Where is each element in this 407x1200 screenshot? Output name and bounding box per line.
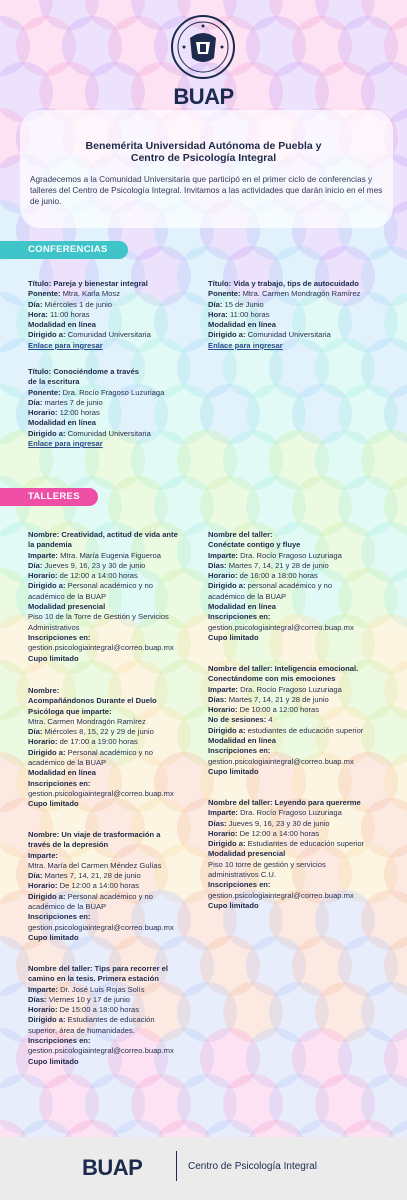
event-line	[28, 789, 200, 799]
event-line	[208, 530, 388, 540]
event-value: Mtra. María Eugenia Figueroa	[60, 550, 161, 560]
event-line	[208, 839, 388, 849]
event-label: Día:	[208, 299, 225, 309]
event-value: Martes 7, 14, 21, 28 de junio	[44, 871, 141, 881]
event-label: la pandemia	[28, 540, 72, 550]
event-label: Dirigido a:	[28, 1015, 68, 1025]
taller-item	[28, 686, 200, 810]
event-line	[28, 310, 200, 320]
event-value: De 12:00 a 14:00 horas	[239, 828, 320, 838]
event-line	[28, 933, 200, 943]
event-line	[28, 1046, 200, 1056]
event-line	[28, 633, 200, 643]
event-value: Mtra. Carmen Mondragón Ramírez	[28, 716, 146, 726]
event-label: Nombre:	[28, 686, 60, 695]
event-value: superior, área de humanidades.	[28, 1025, 135, 1035]
event-label: Días:	[208, 560, 229, 570]
event-label: Modalidad en línea	[28, 418, 96, 428]
event-label: Dirigido a:	[208, 581, 248, 591]
event-label: Días:	[28, 994, 49, 1004]
event-value: Mtra. Karla Mosz	[62, 289, 120, 299]
event-label: Hora:	[28, 309, 50, 319]
event-label: No de sesiones:	[208, 715, 269, 725]
event-line	[28, 768, 200, 778]
event-label: Dirigido a:	[28, 747, 68, 757]
event-line	[28, 964, 200, 974]
event-line	[28, 974, 200, 984]
event-value: De 12:00 a 14:00 horas	[59, 881, 140, 891]
event-value: Viernes 10 y 17 de junio	[48, 994, 131, 1004]
event-line	[28, 540, 200, 550]
event-label: Modalidad presencial	[208, 849, 286, 859]
taller-item	[28, 830, 200, 943]
event-line	[28, 881, 200, 891]
event-line	[208, 300, 388, 310]
footer	[0, 1137, 407, 1200]
event-label: Nombre:	[28, 530, 62, 539]
event-value: de 16:00 a 18:00 horas	[239, 571, 318, 581]
event-value: personal académico y no	[247, 581, 333, 591]
event-line	[28, 388, 200, 398]
event-line	[28, 592, 200, 602]
event-line	[28, 367, 200, 377]
event-value: Piso 10 de la Torre de Gestión y Servicios	[28, 612, 169, 622]
event-value: de 12:00 a 14:00 horas	[59, 571, 138, 581]
event-label: Título:	[208, 279, 234, 288]
event-label: Dirigido a:	[28, 330, 68, 340]
event-label: Cupo limitado	[28, 799, 79, 809]
event-line	[28, 654, 200, 664]
event-value: Jueves 9, 16, 23 y 30 de junio	[44, 560, 146, 570]
event-line	[28, 696, 200, 706]
event-label: Conectándome con mis emociones	[208, 674, 336, 684]
enlace-link[interactable]: Enlace para ingresar	[208, 340, 283, 350]
event-line	[28, 830, 200, 840]
event-label: de la escritura	[28, 377, 80, 387]
event-line	[208, 891, 388, 901]
event-label: Cupo limitado	[28, 1056, 79, 1066]
event-label: Día:	[28, 871, 45, 881]
event-label: Inscripciones en:	[208, 612, 271, 622]
event-value: Personal académico y no	[67, 747, 153, 757]
event-line	[28, 923, 200, 933]
event-label: Nombre del taller:	[28, 964, 95, 973]
event-label: Modalidad en línea	[28, 768, 96, 778]
taller-item	[208, 798, 388, 911]
event-value: Personal académico y no	[67, 581, 153, 591]
event-value: gestion.psicologiaintegral@correo.buap.mx	[28, 1046, 174, 1056]
event-line	[28, 612, 200, 622]
buap-logo: BUAP	[173, 84, 234, 109]
event-value: 11:00 horas	[49, 309, 90, 319]
event-line	[28, 602, 200, 612]
event-value: Administrativos	[28, 622, 80, 632]
event-value: Estudiantes de educación superior	[247, 839, 365, 849]
event-line	[208, 571, 388, 581]
event-line	[208, 705, 388, 715]
conferencia-item	[28, 279, 200, 351]
event-label: Nombre del taller:	[208, 664, 275, 673]
enlace-link[interactable]: Enlace para ingresar	[28, 340, 103, 350]
event-value: Conociéndome a través	[53, 367, 139, 376]
event-label: Dirigido a:	[208, 839, 248, 849]
event-line	[28, 686, 200, 696]
event-line	[28, 758, 200, 768]
event-value: académico de la BUAP	[28, 591, 107, 601]
event-line	[28, 717, 200, 727]
event-line	[208, 602, 388, 612]
event-line	[28, 377, 200, 387]
event-label: Imparte:	[28, 850, 58, 860]
taller-item	[208, 664, 388, 777]
event-line	[28, 320, 200, 330]
event-label: Modalidad en línea	[208, 320, 276, 330]
event-line	[208, 612, 388, 622]
event-value: Vida y trabajo, tips de autocuidado	[233, 279, 359, 288]
event-line	[28, 429, 200, 439]
event-label: Día:	[28, 727, 45, 737]
enlace-link[interactable]: Enlace para ingresar	[28, 439, 103, 449]
event-label: Nombre:	[28, 830, 62, 839]
event-line	[208, 808, 388, 818]
event-label: Modalidad en línea	[208, 602, 276, 612]
event-label: Horario:	[28, 881, 60, 891]
event-label: Imparte:	[28, 984, 61, 994]
title-line-1: Benemérita Universidad Autónoma de Puebla y	[85, 140, 322, 152]
footer-buap-logo: BUAP	[82, 1155, 143, 1180]
title-line-2: Centro de Psicología Integral	[130, 152, 277, 164]
event-label: Modalidad en línea	[28, 320, 96, 330]
event-line	[208, 767, 388, 777]
event-value: Martes 7, 14, 21 y 28 de junio	[228, 694, 329, 704]
event-line	[208, 715, 388, 725]
event-line	[28, 418, 200, 428]
footer-text: Centro de Psicología Integral	[188, 1161, 317, 1172]
event-label: camino en la tesis. Primera estación	[28, 974, 159, 984]
event-line	[28, 799, 200, 809]
event-label: Dirigido a:	[208, 330, 248, 340]
event-label: través de la depresión	[28, 840, 109, 850]
event-value: Piso 10 torre de gestión y servicios	[208, 859, 326, 869]
event-label: Acompañándonos Durante el Duelo	[28, 696, 157, 706]
taller-item	[28, 530, 200, 664]
event-value: gestion.psicologiaintegral@correo.buap.mx	[208, 890, 354, 900]
event-value: Miércoles 1 de junio	[44, 299, 113, 309]
event-line	[28, 1015, 200, 1025]
event-label: Dirigido a:	[28, 428, 68, 438]
event-line	[28, 1036, 200, 1046]
event-label: Título:	[28, 367, 54, 376]
event-value: Comunidad Universitaria	[67, 330, 151, 340]
event-value: 12:00 horas	[59, 408, 100, 418]
event-line	[28, 561, 200, 571]
event-line	[28, 571, 200, 581]
event-line	[208, 633, 388, 643]
event-value: Comunidad Universitaria	[247, 330, 331, 340]
event-value: de 17:00 a 19:00 horas	[59, 737, 138, 747]
event-label: Día:	[28, 299, 45, 309]
event-line	[28, 727, 200, 737]
event-line	[28, 289, 200, 299]
event-line	[208, 901, 388, 911]
event-label: Inscripciones en:	[28, 632, 91, 642]
event-label: Cupo limitado	[28, 653, 79, 663]
event-value: Mtra. María del Carmen Méndez Gulías	[28, 860, 162, 870]
event-line	[208, 561, 388, 571]
event-value: Inteligencia emocional.	[274, 664, 359, 673]
event-value: estudiantes de educación superior	[247, 725, 364, 735]
event-label: Imparte:	[208, 550, 241, 560]
event-value: Leyendo para quererme	[274, 798, 361, 807]
event-value: académico de la BUAP	[28, 902, 107, 912]
event-line	[28, 871, 200, 881]
event-label: Imparte:	[28, 550, 61, 560]
page-title	[20, 140, 387, 164]
event-line	[208, 819, 388, 829]
event-label: Modalidad en línea	[208, 736, 276, 746]
event-label: Dirigido a:	[208, 725, 248, 735]
event-line	[28, 551, 200, 561]
event-line	[28, 748, 200, 758]
event-value: Dra. Rocío Fragoso Luzuriaga	[240, 684, 342, 694]
event-label: Horario:	[28, 408, 60, 418]
event-line	[28, 985, 200, 995]
event-line	[28, 902, 200, 912]
taller-item	[208, 530, 388, 643]
event-value: Comunidad Universitaria	[67, 428, 151, 438]
event-line	[208, 746, 388, 756]
conferencia-item	[28, 367, 200, 449]
event-value: Dra. Rocío Fragoso Luzuriaga	[62, 387, 165, 397]
event-label: Dirigido a:	[28, 891, 68, 901]
event-label: Imparte:	[208, 808, 241, 818]
event-value: Estudiantes de educación	[67, 1015, 155, 1025]
event-line	[208, 757, 388, 767]
event-value: Mtra. Carmen Mondragón Ramírez	[242, 289, 361, 299]
event-line	[28, 643, 200, 653]
event-label: Días:	[208, 694, 229, 704]
event-line	[208, 330, 388, 340]
event-label: Horario:	[28, 1005, 60, 1015]
event-value: gestion.psicologiaintegral@correo.buap.mx	[28, 643, 174, 653]
event-value: De 15:00 a 18:00 horas	[59, 1005, 140, 1015]
event-line	[28, 530, 200, 540]
event-line	[208, 798, 388, 808]
event-line	[28, 581, 200, 591]
event-label: Inscripciones en:	[28, 1036, 91, 1046]
event-line	[208, 870, 388, 880]
event-line	[28, 861, 200, 871]
event-label: Ponente:	[28, 289, 63, 299]
event-label: Horario:	[208, 828, 240, 838]
event-line	[28, 1026, 200, 1036]
event-line	[208, 279, 388, 289]
event-label: Modalidad presencial	[28, 602, 106, 612]
event-label: Horario:	[28, 737, 60, 747]
event-label: Inscripciones en:	[208, 880, 271, 890]
footer-divider	[176, 1151, 177, 1181]
event-line	[208, 664, 388, 674]
section-talleres: TALLERES	[0, 488, 98, 506]
event-line	[208, 581, 388, 591]
event-value: Jueves 9, 16, 23 y 30 de junio	[228, 818, 330, 828]
event-label: Psicóloga que imparte:	[28, 706, 112, 716]
event-label: Nombre del taller:	[208, 530, 273, 539]
event-line	[28, 995, 200, 1005]
event-line	[208, 829, 388, 839]
taller-item	[28, 964, 200, 1067]
event-line	[28, 300, 200, 310]
event-line	[208, 289, 388, 299]
event-line	[208, 592, 388, 602]
event-label: Cupo limitado	[208, 632, 259, 642]
event-value: 11:00 horas	[229, 309, 270, 319]
event-value: gestion.psicologiaintegral@correo.buap.mx	[28, 922, 174, 932]
event-line	[28, 1057, 200, 1067]
event-value: académico de la BUAP	[28, 758, 107, 768]
event-value: 15 de Junio	[224, 299, 264, 309]
event-value: gestion.psicologiaintegral@correo.buap.mx	[28, 788, 174, 798]
event-value: Personal académico y no	[67, 891, 153, 901]
event-line	[208, 726, 388, 736]
event-line	[28, 737, 200, 747]
event-line	[208, 320, 388, 330]
intro-paragraph: Agradecemos a la Comunidad Universitaria que participó en el primer ciclo de conferencias y talleres del Centro de Psicología Integral. Invitamos a las actividades que darán inicio en el mes de junio.	[30, 174, 383, 206]
event-value: gestion.psicologiaintegral@correo.buap.mx	[208, 622, 354, 632]
event-value: administrativos C.U.	[208, 870, 276, 880]
event-value: Dra. Rocío Fragoso Luzuriaga	[240, 550, 342, 560]
event-line	[208, 860, 388, 870]
event-label: Título:	[28, 279, 54, 288]
event-line	[28, 330, 200, 340]
event-label: Inscripciones en:	[28, 778, 91, 788]
event-line	[208, 880, 388, 890]
event-label: Inscripciones en:	[208, 746, 271, 756]
event-line	[28, 408, 200, 418]
event-line	[208, 623, 388, 633]
event-label: Horario:	[208, 705, 240, 715]
event-line	[28, 707, 200, 717]
event-value: Dr. José Luis Rojas Solís	[60, 984, 145, 994]
event-label: Imparte:	[208, 684, 241, 694]
event-value: Un viaje de trasformación a	[61, 830, 161, 839]
event-value: 4	[268, 715, 273, 725]
event-line	[28, 279, 200, 289]
event-line	[208, 849, 388, 859]
event-value: De 10:00 a 12:00 horas	[239, 705, 320, 715]
event-label: Dirigido a:	[28, 581, 68, 591]
event-line	[28, 840, 200, 850]
event-line	[28, 892, 200, 902]
event-line	[28, 779, 200, 789]
event-label: Cupo limitado	[28, 932, 79, 942]
event-label: Conéctate contigo y fluye	[208, 540, 301, 550]
event-line	[28, 398, 200, 408]
event-value: gestion.psicologiaintegral@correo.buap.mx	[208, 756, 354, 766]
event-label: Ponente:	[28, 387, 63, 397]
event-line	[208, 310, 388, 320]
event-value: académico de la BUAP	[208, 591, 287, 601]
event-label: Cupo limitado	[208, 900, 259, 910]
event-label: Inscripciones en:	[28, 912, 91, 922]
event-line	[208, 736, 388, 746]
event-value: Pareja y bienestar integral	[53, 279, 148, 288]
event-label: Horario:	[28, 571, 60, 581]
event-line	[208, 695, 388, 705]
event-label: Día:	[28, 397, 45, 407]
event-line	[208, 685, 388, 695]
event-value: Tips para recorrer el	[94, 964, 168, 973]
event-line	[28, 912, 200, 922]
conferencia-item	[208, 279, 388, 351]
event-label: Ponente:	[208, 289, 243, 299]
event-line	[208, 551, 388, 561]
event-line	[28, 851, 200, 861]
event-value: Miércoles 8, 15, 22 y 29 de junio	[44, 727, 154, 737]
event-label: Cupo limitado	[208, 766, 259, 776]
event-label: Días:	[208, 818, 229, 828]
event-label: Horario:	[208, 571, 240, 581]
event-line	[208, 674, 388, 684]
event-line	[28, 1005, 200, 1015]
event-value: Creatividad, actitud de vida ante	[61, 530, 178, 539]
event-value: Martes 7, 14, 21 y 28 de junio	[228, 560, 329, 570]
section-conferencias: CONFERENCIAS	[0, 241, 128, 259]
university-seal-icon	[170, 14, 236, 88]
event-line	[208, 540, 388, 550]
event-value: Dra. Rocío Fragoso Luzuriaga	[240, 808, 342, 818]
event-label: Hora:	[208, 309, 230, 319]
event-value: martes 7 de junio	[44, 397, 103, 407]
event-line	[28, 623, 200, 633]
event-label: Nombre del taller:	[208, 798, 275, 807]
event-label: Día:	[28, 560, 45, 570]
